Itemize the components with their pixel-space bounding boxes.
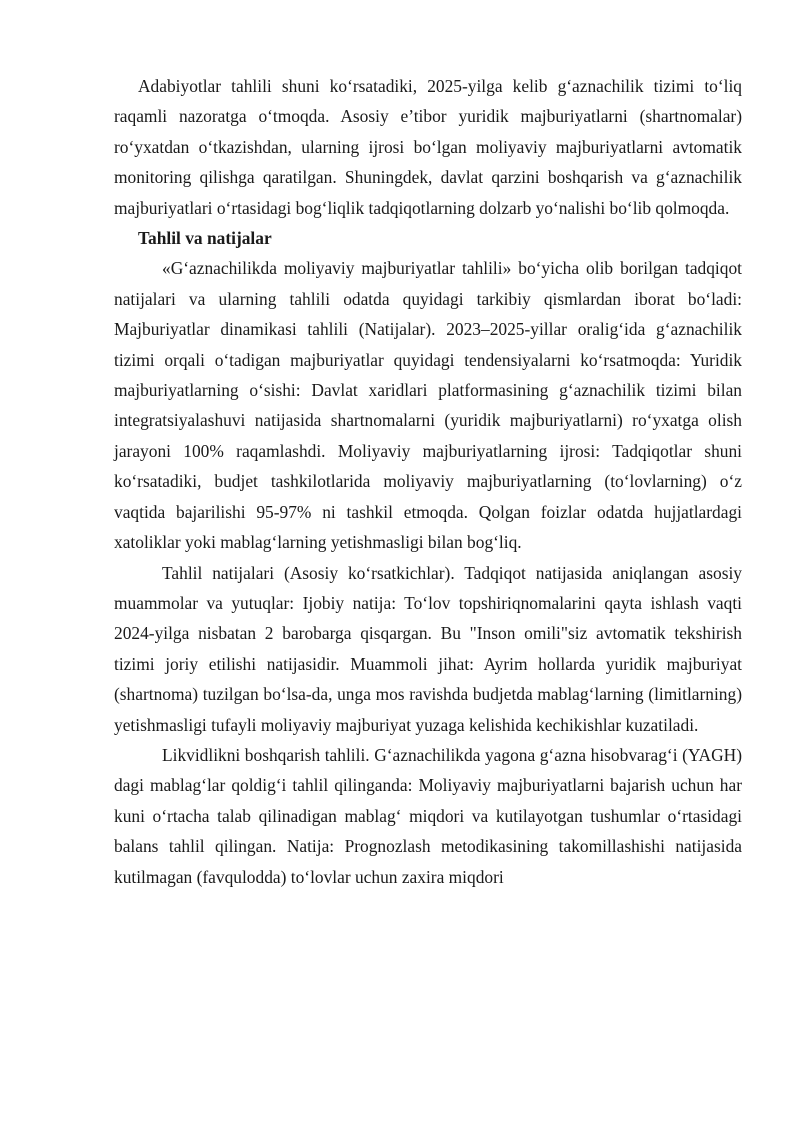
paragraph-liquidity-analysis: Likvidlikni boshqarish tahlili. G‘aznachilikda yagona g‘azna hisobvarag‘i (YAGH) dagi mablag‘lar qoldig‘i tahlil qilinganda: Moliyaviy majburiyatlarni bajarish uchun har kuni o‘rtacha talab qilinadigan mablag‘ miqdori va kutilayotgan tushumlar o‘rtasidagi balans tahlil qilingan. Natija: Prognozlash metodikasining takomillashishi natijasida kutilmagan (favqulodda) to‘lovlar uchun zaxira miqdori [114, 744, 742, 887]
paragraph-literature-review: Adabiyotlar tahlili shuni ko‘rsatadiki, 2025-yilga kelib g‘aznachilik tizimi to‘liq raqamli nazoratga o‘tmoqda. Asosiy e’tibor yuridik majburiyatlarni (shartnomalar) ro‘yxatdan o‘tkazishdan, ularning ijrosi bo‘lgan moliyaviy majburiyatlarni avtomatik monitoring qilishga qaratilgan. Shuningdek, davlat qarzini boshqarish va g‘aznachilik majburiyatlari o‘rtasidagi bog‘liqlik tadqiqotlarning dolzarb yo‘nalishi bo‘lib qolmoqda. [114, 76, 742, 218]
body-text [114, 71, 742, 892]
section-heading: Tahlil va natijalar [138, 228, 272, 249]
paragraph-key-indicators: Tahlil natijalari (Asosiy ko‘rsatkichlar). Tadqiqot natijasida aniqlangan asosiy muammolar va yutuqlar: Ijobiy natija: To‘lov topshiriqnomalarini qayta ishlash vaqti 2024-yilga nisbatan 2 barobarga qisqargan. Bu "Inson omili"siz avtomatik tekshirish tizimi joriy etilishi natijasidir. Muammoli jihat: Ayrim hollarda yuridik majburiyat (shartnoma) tuzilgan bo‘lsa-da, unga mos ravishda budjetda mablag‘larning (limitlarning) yetishmasligi tufayli moliyaviy majburiyat yuzaga kelishida kechikishlar kuzatiladi. [114, 562, 742, 735]
paragraph-obligations-dynamics: «G‘aznachilikda moliyaviy majburiyatlar tahlili» bo‘yicha olib borilgan tadqiqot natijalari va ularning tahlili odatda quyidagi tarkibiy qismlardan iborat bo‘ladi: Majburiyatlar dinamikasi tahlili (Natijalar). 2023–2025-yillar oralig‘ida g‘aznachilik tizimi orqali o‘tadigan majburiyatlar quyidagi tendensiyalarni ko‘rsatmoqda: Yuridik majburiyatlarning o‘sishi: Davlat xaridlari platformasining g‘aznachilik tizimi bilan integratsiyalashuvi natijasida shartnomalarni (yuridik majburiyatlarni) ro‘yxatga olish jarayoni 100% raqamlashdi. Moliyaviy majburiyatlarning ijrosi: Tadqiqotlar shuni ko‘rsatadiki, budjet tashkilotlarida moliyaviy majburiyatlarning (to‘lovlarning) o‘z vaqtida bajarilishi 95-97% ni tashkil etmoqda. Qolgan foizlar odatda hujjatlardagi xatoliklar yoki mablag‘larning yetishmasligi bilan bog‘liq. [114, 258, 742, 553]
